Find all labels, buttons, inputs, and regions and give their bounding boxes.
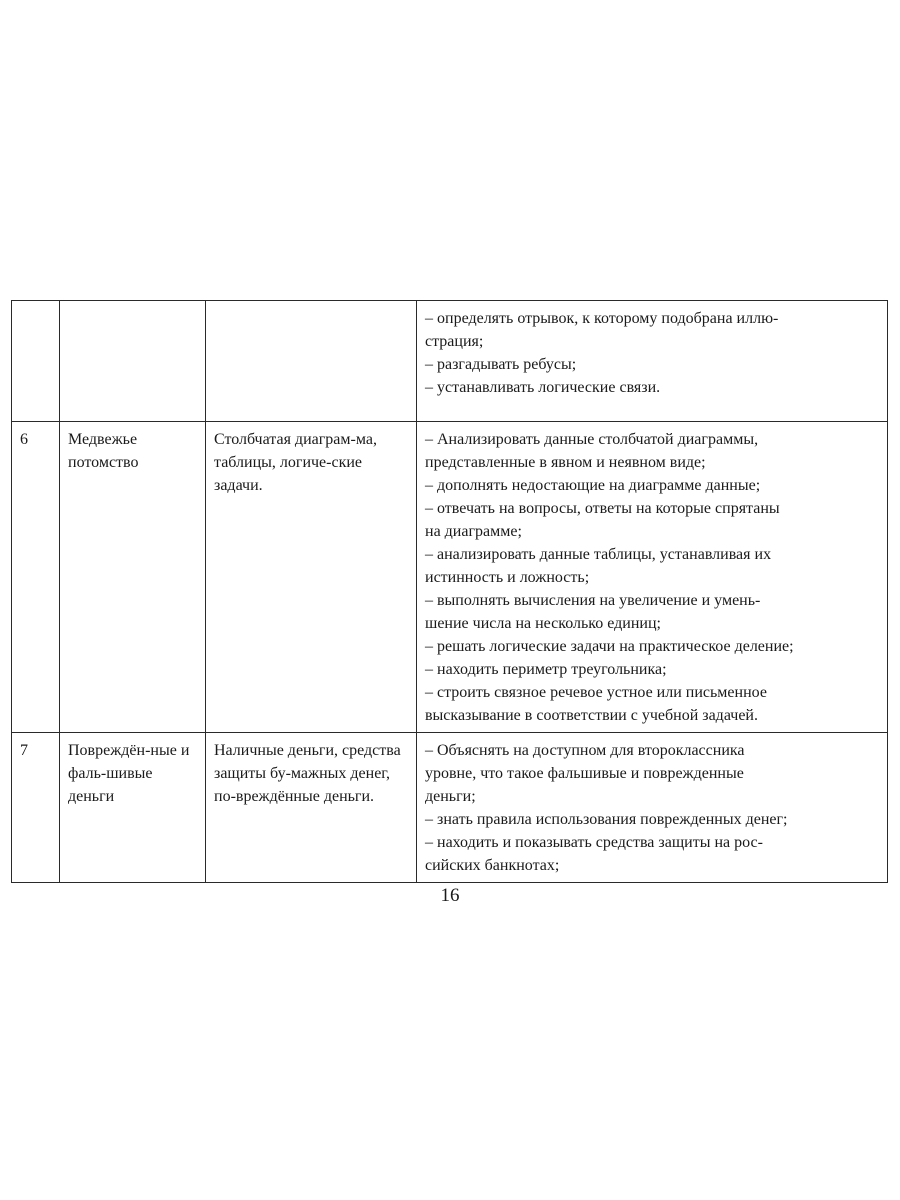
skill-line: – Объяснять на доступном для второклассника: [425, 742, 745, 759]
skill-line: – определять отрывок, к которому подобрана иллю-: [425, 310, 779, 327]
skill-line: – отвечать на вопросы, ответы на которые спрятаны: [425, 500, 780, 517]
skill-line: на диаграмме;: [425, 523, 522, 540]
skill-line: – устанавливать логические связи.: [425, 379, 661, 396]
skill-line: деньги;: [425, 788, 476, 805]
page-number: 16: [440, 885, 460, 906]
lesson-skills-cell: [417, 733, 888, 883]
lesson-skills-cell: [417, 422, 888, 733]
lesson-content-cell: Столбчатая диаграм-ма, таблицы, логиче-ские задачи.: [206, 422, 417, 733]
skill-line: – разгадывать ребусы;: [425, 356, 577, 373]
lesson-topic-cell: Повреждён-ные и фаль-шивые деньги: [60, 733, 206, 883]
table-row: [12, 301, 888, 422]
lesson-skills-cell: [417, 301, 888, 422]
skill-line: страция;: [425, 333, 484, 350]
lesson-number-cell: 7: [12, 733, 60, 883]
skill-line: истинность и ложность;: [425, 569, 590, 586]
skill-line: шение числа на несколько единиц;: [425, 615, 661, 632]
skill-line: – Анализировать данные столбчатой диаграммы,: [425, 431, 759, 448]
lesson-content-cell: Наличные деньги, средства защиты бу-мажных денег, по-вреждённые деньги.: [206, 733, 417, 883]
lesson-topic-cell: [60, 301, 206, 422]
skill-line: – строить связное речевое устное или письменное: [425, 684, 767, 701]
skill-line: – дополнять недостающие на диаграмме данные;: [425, 477, 761, 494]
skill-line: сийских банкнотах;: [425, 857, 560, 874]
lesson-table: [11, 300, 888, 883]
skill-line: – находить и показывать средства защиты на рос-: [425, 834, 763, 851]
skill-line: – анализировать данные таблицы, устанавливая их: [425, 546, 772, 563]
skill-line: высказывание в соответствии с учебной задачей.: [425, 707, 758, 724]
skill-line: уровне, что такое фальшивые и поврежденные: [425, 765, 744, 782]
skill-line: представленные в явном и неявном виде;: [425, 454, 706, 471]
skill-line: – находить периметр треугольника;: [425, 661, 667, 678]
skill-line: – решать логические задачи на практическое деление;: [425, 638, 794, 655]
lesson-content-cell: [206, 301, 417, 422]
table-row: [12, 733, 888, 883]
lesson-number-cell: 6: [12, 422, 60, 733]
table-row: [12, 422, 888, 733]
skill-line: – знать правила использования поврежденных денег;: [425, 811, 788, 828]
lesson-topic-cell: Медвежье потомство: [60, 422, 206, 733]
lesson-number-cell: [12, 301, 60, 422]
skill-line: – выполнять вычисления на увеличение и умень-: [425, 592, 761, 609]
